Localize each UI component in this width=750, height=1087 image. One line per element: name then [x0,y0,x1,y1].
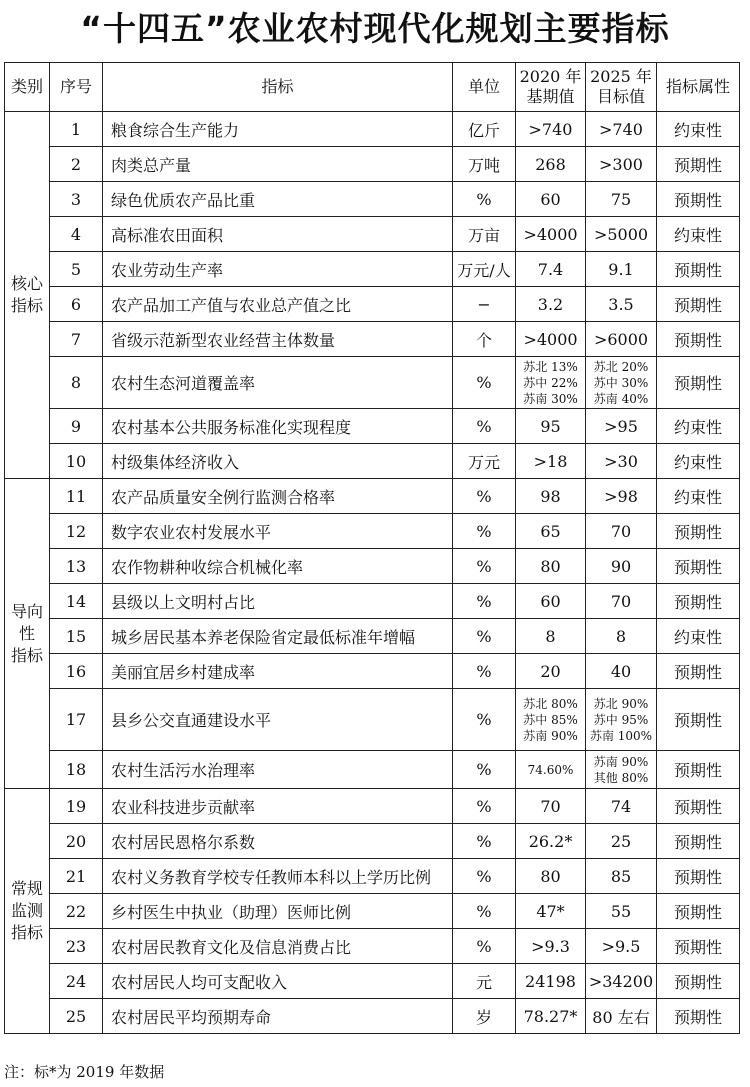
header-seq: 序号 [50,63,103,112]
indicator-cell: 县乡公交直通建设水平 [103,689,453,751]
unit-cell: % [453,929,516,964]
base-value-cell: 24198 [516,964,586,999]
base-value-cell: 47* [516,894,586,929]
indicator-cell: 农村居民教育文化及信息消费占比 [103,929,453,964]
table-row [5,859,740,894]
seq-cell: 24 [50,964,103,999]
attribute-cell: 预期性 [657,287,740,322]
indicator-table [4,62,740,1034]
indicator-cell: 农村生活污水治理率 [103,751,453,789]
seq-cell: 18 [50,751,103,789]
seq-cell: 1 [50,112,103,147]
unit-cell: % [453,357,516,409]
category-cell: 核心 指标 [5,112,50,479]
table-row [5,479,740,514]
table-row [5,619,740,654]
unit-cell: % [453,654,516,689]
attribute-cell: 预期性 [657,182,740,217]
unit-cell: % [453,751,516,789]
seq-cell: 23 [50,929,103,964]
attribute-cell: 预期性 [657,859,740,894]
page-title: “十四五”农业农村现代化规划主要指标 [80,9,670,48]
indicator-cell: 农产品质量安全例行监测合格率 [103,479,453,514]
indicator-cell: 绿色优质农产品比重 [103,182,453,217]
unit-cell: 元 [453,964,516,999]
seq-cell: 15 [50,619,103,654]
indicator-cell: 农业科技进步贡献率 [103,789,453,824]
indicator-cell: 县级以上文明村占比 [103,584,453,619]
table-row [5,789,740,824]
table-row [5,689,740,751]
attribute-cell: 预期性 [657,654,740,689]
target-value-cell: 苏南 90% 其他 80% [586,751,657,789]
base-value-cell: 苏北 13% 苏中 22% 苏南 30% [516,357,586,409]
indicator-cell: 高标准农田面积 [103,217,453,252]
attribute-cell: 预期性 [657,549,740,584]
target-value-cell: 80 左右 [586,999,657,1034]
table-row [5,252,740,287]
indicator-cell: 农产品加工产值与农业总产值之比 [103,287,453,322]
attribute-cell: 预期性 [657,789,740,824]
seq-cell: 4 [50,217,103,252]
seq-cell: 19 [50,789,103,824]
seq-cell: 16 [50,654,103,689]
base-value-cell: 98 [516,479,586,514]
indicator-cell: 乡村医生中执业（助理）医师比例 [103,894,453,929]
seq-cell: 3 [50,182,103,217]
indicator-cell: 粮食综合生产能力 [103,112,453,147]
unit-cell: % [453,789,516,824]
target-value-cell: 9.1 [586,252,657,287]
base-value-cell: 95 [516,409,586,444]
attribute-cell: 约束性 [657,409,740,444]
unit-cell: 万元/人 [453,252,516,287]
base-value-cell: 70 [516,789,586,824]
attribute-cell: 预期性 [657,584,740,619]
indicator-cell: 肉类总产量 [103,147,453,182]
header-indicator: 指标 [103,63,453,112]
base-value-cell: >4000 [516,322,586,357]
attribute-cell: 预期性 [657,147,740,182]
seq-cell: 8 [50,357,103,409]
base-value-cell: 65 [516,514,586,549]
unit-cell: % [453,619,516,654]
base-value-cell: 78.27* [516,999,586,1034]
header-category: 类别 [5,63,50,112]
target-value-cell: >9.5 [586,929,657,964]
unit-cell: 岁 [453,999,516,1034]
header-attribute: 指标属性 [657,63,740,112]
header-unit: 单位 [453,63,516,112]
unit-cell: 个 [453,322,516,357]
target-value-cell: 3.5 [586,287,657,322]
table-row [5,217,740,252]
unit-cell: 万亩 [453,217,516,252]
table-row [5,112,740,147]
attribute-cell: 预期性 [657,894,740,929]
indicator-cell: 数字农业农村发展水平 [103,514,453,549]
seq-cell: 17 [50,689,103,751]
seq-cell: 14 [50,584,103,619]
base-value-cell: 苏北 80% 苏中 85% 苏南 90% [516,689,586,751]
unit-cell: % [453,549,516,584]
target-value-cell: >34200 [586,964,657,999]
indicator-cell: 城乡居民基本养老保险省定最低标准年增幅 [103,619,453,654]
target-value-cell: 55 [586,894,657,929]
table-body [5,112,740,1034]
attribute-cell: 预期性 [657,929,740,964]
attribute-cell: 预期性 [657,252,740,287]
base-value-cell: >18 [516,444,586,479]
target-value-cell: 苏北 90% 苏中 95% 苏南 100% [586,689,657,751]
seq-cell: 10 [50,444,103,479]
attribute-cell: 约束性 [657,479,740,514]
table-row [5,322,740,357]
attribute-cell: 预期性 [657,824,740,859]
attribute-cell: 预期性 [657,964,740,999]
seq-cell: 13 [50,549,103,584]
base-value-cell: 268 [516,147,586,182]
footnote: 注：标*为 2019 年数据 [4,1063,165,1081]
seq-cell: 12 [50,514,103,549]
table-row [5,999,740,1034]
target-value-cell: 8 [586,619,657,654]
table-row [5,584,740,619]
base-value-cell: 3.2 [516,287,586,322]
attribute-cell: 预期性 [657,999,740,1034]
base-value-cell: >9.3 [516,929,586,964]
target-value-cell: 25 [586,824,657,859]
seq-cell: 7 [50,322,103,357]
header-row [5,63,740,112]
indicator-cell: 农村基本公共服务标准化实现程度 [103,409,453,444]
indicator-cell: 农村居民人均可支配收入 [103,964,453,999]
seq-cell: 20 [50,824,103,859]
target-value-cell: >98 [586,479,657,514]
target-value-cell: >30 [586,444,657,479]
base-value-cell: 80 [516,859,586,894]
target-value-cell: >95 [586,409,657,444]
unit-cell: % [453,894,516,929]
indicator-cell: 美丽宜居乡村建成率 [103,654,453,689]
target-value-cell: >300 [586,147,657,182]
unit-cell: − [453,287,516,322]
unit-cell: % [453,514,516,549]
table-row [5,409,740,444]
target-value-cell: 85 [586,859,657,894]
table-row [5,929,740,964]
indicator-cell: 农村居民平均预期寿命 [103,999,453,1034]
base-value-cell: >740 [516,112,586,147]
table-row [5,824,740,859]
unit-cell: 亿斤 [453,112,516,147]
table-row [5,147,740,182]
indicator-cell: 农作物耕种收综合机械化率 [103,549,453,584]
seq-cell: 2 [50,147,103,182]
category-cell: 常规 监测 指标 [5,789,50,1034]
indicator-cell: 农村居民恩格尔系数 [103,824,453,859]
unit-cell: 万元 [453,444,516,479]
attribute-cell: 约束性 [657,444,740,479]
base-value-cell: 20 [516,654,586,689]
table-row [5,894,740,929]
base-value-cell: 7.4 [516,252,586,287]
unit-cell: % [453,479,516,514]
table-row [5,549,740,584]
table-row [5,654,740,689]
attribute-cell: 约束性 [657,217,740,252]
base-value-cell: 60 [516,182,586,217]
table-row [5,182,740,217]
target-value-cell: 40 [586,654,657,689]
attribute-cell: 预期性 [657,689,740,751]
unit-cell: 万吨 [453,147,516,182]
seq-cell: 6 [50,287,103,322]
target-value-cell: >6000 [586,322,657,357]
indicator-cell: 农业劳动生产率 [103,252,453,287]
seq-cell: 21 [50,859,103,894]
table-row [5,287,740,322]
indicator-cell: 农村义务教育学校专任教师本科以上学历比例 [103,859,453,894]
seq-cell: 9 [50,409,103,444]
attribute-cell: 约束性 [657,619,740,654]
target-value-cell: 70 [586,514,657,549]
header-base-value: 2020 年 基期值 [516,63,586,112]
attribute-cell: 预期性 [657,514,740,549]
seq-cell: 5 [50,252,103,287]
target-value-cell: 苏北 20% 苏中 30% 苏南 40% [586,357,657,409]
unit-cell: % [453,824,516,859]
header-target-value: 2025 年 目标值 [586,63,657,112]
table-row [5,444,740,479]
base-value-cell: >4000 [516,217,586,252]
attribute-cell: 约束性 [657,112,740,147]
unit-cell: % [453,409,516,444]
unit-cell: % [453,689,516,751]
base-value-cell: 8 [516,619,586,654]
base-value-cell: 60 [516,584,586,619]
seq-cell: 11 [50,479,103,514]
attribute-cell: 预期性 [657,357,740,409]
target-value-cell: >740 [586,112,657,147]
table-row [5,964,740,999]
base-value-cell: 80 [516,549,586,584]
target-value-cell: 90 [586,549,657,584]
table-row [5,514,740,549]
attribute-cell: 预期性 [657,751,740,789]
target-value-cell: 70 [586,584,657,619]
target-value-cell: 74 [586,789,657,824]
base-value-cell: 26.2* [516,824,586,859]
unit-cell: % [453,182,516,217]
indicator-cell: 村级集体经济收入 [103,444,453,479]
indicator-cell: 农村生态河道覆盖率 [103,357,453,409]
table-row [5,357,740,409]
target-value-cell: >5000 [586,217,657,252]
indicator-cell: 省级示范新型农业经营主体数量 [103,322,453,357]
attribute-cell: 预期性 [657,322,740,357]
category-cell: 导向 性 指标 [5,479,50,789]
target-value-cell: 75 [586,182,657,217]
seq-cell: 22 [50,894,103,929]
base-value-cell: 74.60% [516,751,586,789]
seq-cell: 25 [50,999,103,1034]
table-row [5,751,740,789]
unit-cell: % [453,584,516,619]
unit-cell: % [453,859,516,894]
